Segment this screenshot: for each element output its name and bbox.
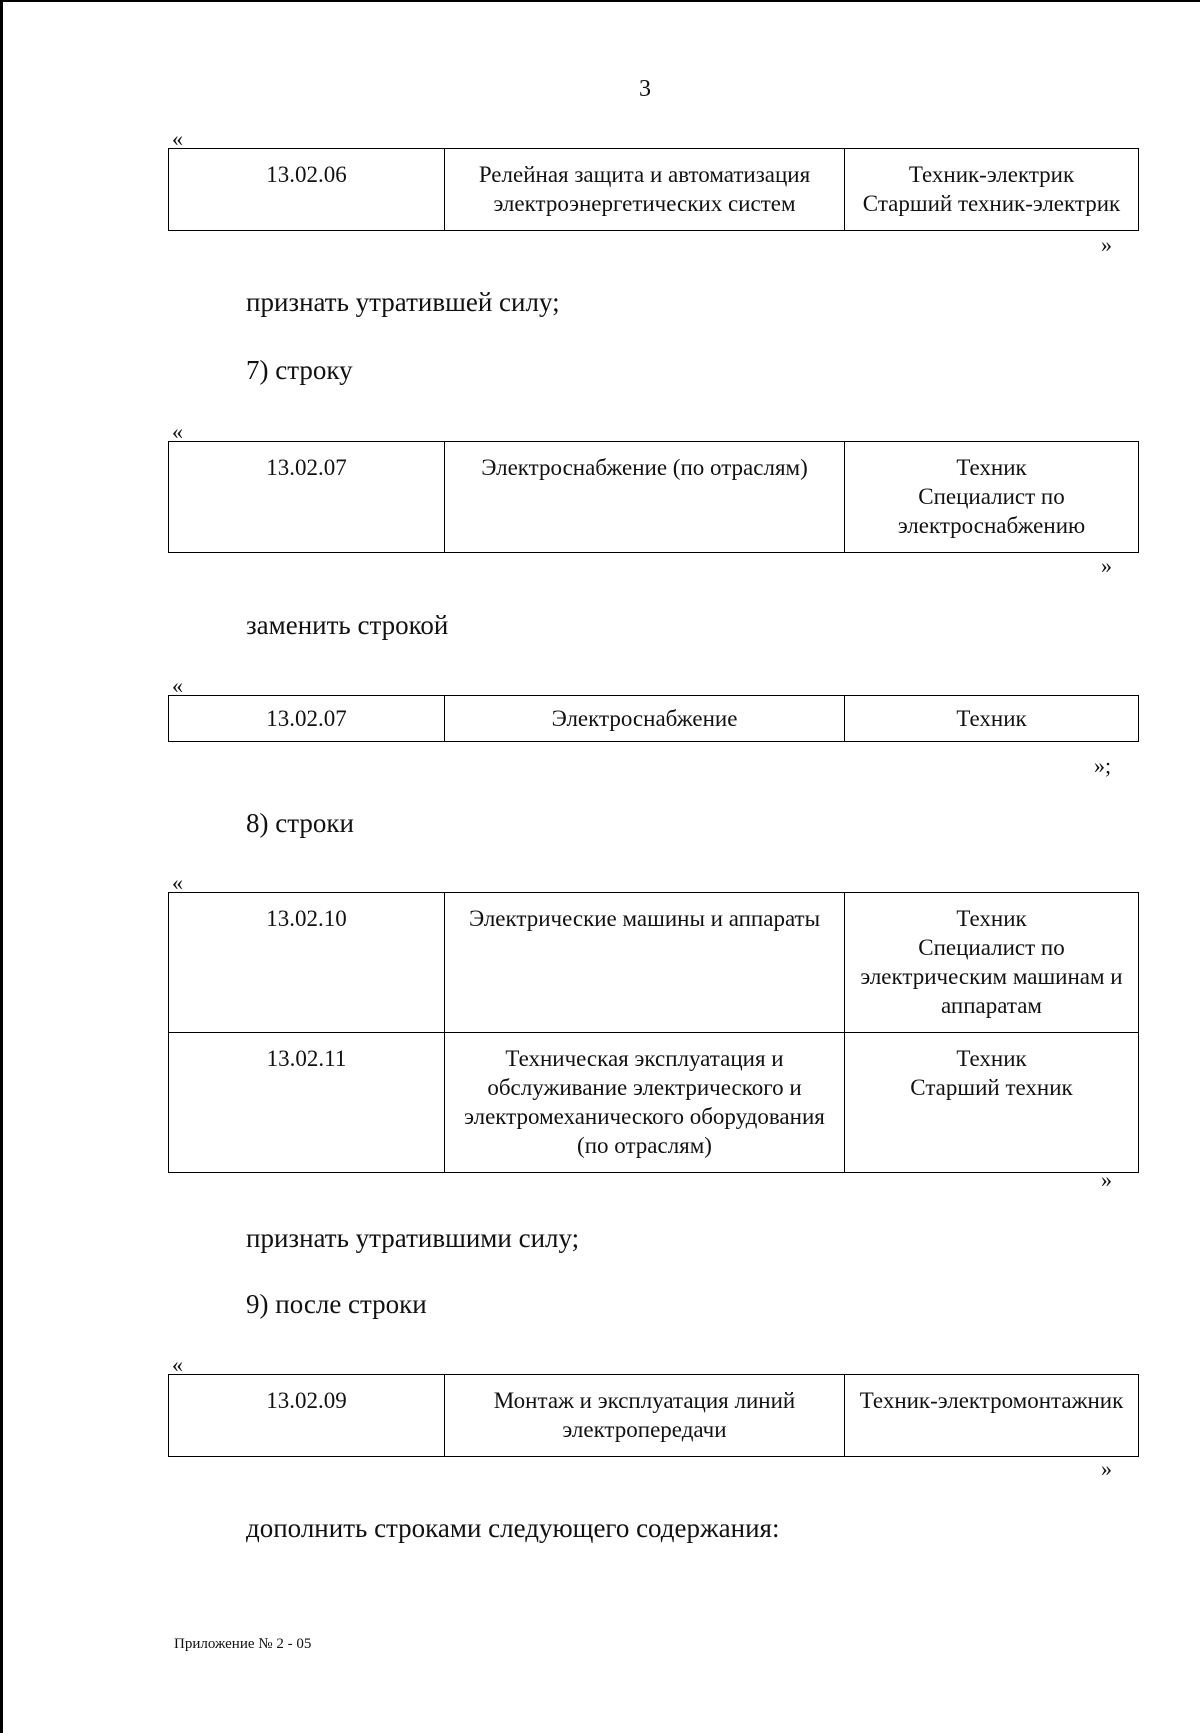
qualification-cell: Техник: [845, 696, 1139, 742]
close-quote: »: [1101, 1167, 1112, 1192]
table-4: [168, 892, 1139, 1173]
table-row: [169, 696, 1139, 742]
footer-appendix-label: Приложение № 2 - 05: [174, 1636, 312, 1652]
table-5: [168, 1374, 1139, 1457]
paragraph-repeal: признать утратившей силу;: [246, 287, 560, 317]
table-row: [169, 1033, 1139, 1173]
name-cell: Электроснабжение (по отраслям): [445, 442, 845, 553]
paragraph-append: дополнить строками следующего содержания:: [246, 1513, 780, 1543]
open-quote: «: [172, 673, 183, 698]
paragraph-item-9: 9) после строки: [246, 1289, 427, 1319]
table-row: [169, 442, 1139, 553]
name-cell: Электроснабжение: [445, 696, 845, 742]
page-number: 3: [639, 76, 651, 102]
qualification-cell: Техник Специалист по электроснабжению: [845, 442, 1139, 553]
code-cell: 13.02.07: [169, 442, 445, 553]
open-quote: «: [172, 1352, 183, 1377]
close-quote: »: [1101, 553, 1112, 578]
name-cell: Техническая эксплуатация и обслуживание электрического и электромеханического оборудования (по отраслям): [445, 1033, 845, 1173]
paragraph-item-8: 8) строки: [246, 808, 354, 838]
qualification-cell: Техник Специалист по электрическим машинам и аппаратам: [845, 893, 1139, 1033]
page-border-left: [0, 0, 3, 1733]
code-cell: 13.02.11: [169, 1033, 445, 1173]
qualification-cell: Техник-электрик Старший техник-электрик: [845, 149, 1139, 231]
close-quote: »;: [1094, 753, 1112, 778]
name-cell: Монтаж и эксплуатация линий электропередачи: [445, 1375, 845, 1457]
code-cell: 13.02.10: [169, 893, 445, 1033]
paragraph-repeal-plural: признать утратившими силу;: [246, 1223, 580, 1253]
code-cell: 13.02.06: [169, 149, 445, 231]
table-row: [169, 1375, 1139, 1457]
page-border-top: [0, 0, 1200, 2]
name-cell: Электрические машины и аппараты: [445, 893, 845, 1033]
table-row: [169, 149, 1139, 231]
qualification-cell: Техник-электромонтажник: [845, 1375, 1139, 1457]
table-row: [169, 893, 1139, 1033]
close-quote: »: [1101, 1456, 1112, 1481]
paragraph-item-7: 7) строку: [246, 355, 353, 385]
open-quote: «: [172, 870, 183, 895]
open-quote: «: [172, 419, 183, 444]
name-cell: Релейная защита и автоматизация электроэнергетических систем: [445, 149, 845, 231]
table-1: [168, 148, 1139, 231]
code-cell: 13.02.09: [169, 1375, 445, 1457]
table-3: [168, 695, 1139, 742]
qualification-cell: Техник Старший техник: [845, 1033, 1139, 1173]
code-cell: 13.02.07: [169, 696, 445, 742]
table-2: [168, 441, 1139, 553]
paragraph-replace: заменить строкой: [246, 610, 449, 640]
open-quote: «: [172, 126, 183, 151]
close-quote: »: [1101, 232, 1112, 257]
